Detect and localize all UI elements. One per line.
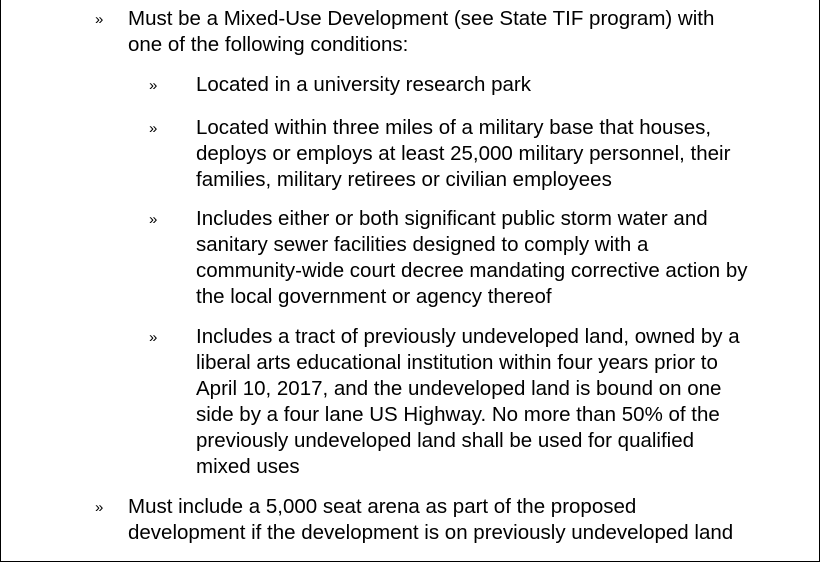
list-item [95,494,808,546]
sub-list-item [149,72,806,98]
bullet-icon: » [95,499,104,516]
bullet-icon: » [149,211,158,228]
bullet-icon: » [149,77,158,94]
sub-list-item-text: Located within three miles of a military base that houses, deploys or employs at least 25,000 military personnel, their families, military retirees or civilian employees [196,116,731,191]
sub-list-item [149,324,806,480]
list-item-text: Must include a 5,000 seat arena as part of the proposed development if the development is on previously undeveloped land [128,495,734,544]
bullet-icon: » [149,120,158,137]
bullet-icon: » [149,329,158,346]
list-item [95,6,808,58]
sub-list-item-text: Includes a tract of previously undeveloped land, owned by a liberal arts educational institution within four years prior to April 10, 2017, and the undeveloped land is bound on one side by a four lane US Highway. No more than 50% of the previously undeveloped land shall be used for qualified mixed uses [196,325,740,478]
sub-list-item-text: Located in a university research park [196,73,532,96]
sub-list-item-text: Includes either or both significant public storm water and sanitary sewer facilities designed to comply with a community-wide court decree mandating corrective action by the local government or agency thereof [196,207,748,308]
sub-list-item [149,115,806,193]
list-item-text: Must be a Mixed-Use Development (see State TIF program) with one of the following conditions: [128,7,715,56]
sub-list-item [149,206,806,310]
bullet-icon: » [95,11,104,28]
